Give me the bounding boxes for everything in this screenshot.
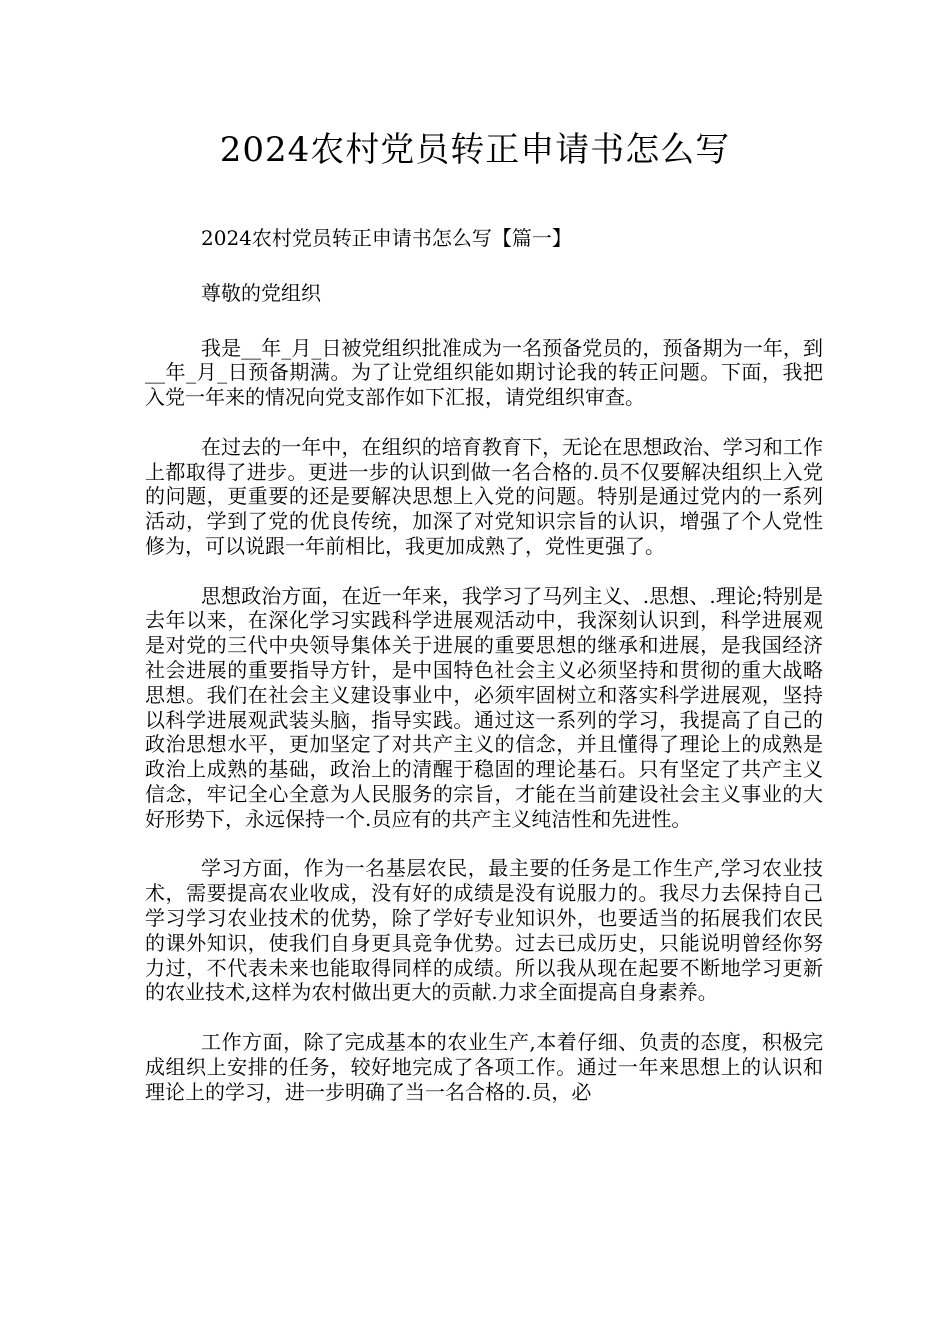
salutation: 尊敬的党组织 (201, 280, 321, 305)
document-title: 2024农村党员转正申请书怎么写 (219, 130, 731, 170)
body-paragraph: 在过去的一年中，在组织的培育教育下，无论在思想政治、学习和工作上都取得了进步。更进一步的认识到做一名合格的.员不仅要解决组织上入党的问题，更重要的还是要解决思想上入党的问题。特别是通过党内的一系列活动，学到了党的优良传统，加深了对党知识宗旨的认识，增强了个人党性修为，可以说跟一年前相比，我更加成熟了，党性更强了。 (145, 434, 823, 558)
body-paragraph: 思想政治方面，在近一年来，我学习了马列主义、.思想、.理论;特别是去年以来，在深化学习实践科学进展观活动中，我深刻认识到，科学进展观是对党的三代中央领导集体关于进展的重要思想的继承和进展，是我国经济社会进展的重要指导方针，是中国特色社会主义必须坚持和贯彻的重大战略思想。我们在社会主义建设事业中，必须牢固树立和落实科学进展观，坚持以科学进展观武装头脑，指导实践。通过这一系列的学习，我提高了自己的政治思想水平，更加坚定了对共产主义的信念，并且懂得了理论上的成熟是政治上成熟的基础，政治上的清醒于稳固的理论基石。只有坚定了共产主义信念，牢记全心全意为人民服务的宗旨，才能在当前建设社会主义事业的大好形势下，永远保持一个.员应有的共产主义纯洁性和先进性。 (145, 583, 823, 831)
body-paragraph: 学习方面，作为一名基层农民，最主要的任务是工作生产,学习农业技术，需要提高农业收成，没有好的成绩是没有说服力的。我尽力去保持自己学习学习农业技术的优势，除了学好专业知识外，也要适当的拓展我们农民的课外知识，使我们自身更具竞争优势。过去已成历史，只能说明曾经你努力过，不代表未来也能取得同样的成绩。所以我从现在起要不断地学习更新的农业技术,这样为农村做出更大的贡献.力求全面提高自身素养。 (145, 856, 823, 1005)
body-paragraph: 我是__年_月_日被党组织批准成为一名预备党员的，预备期为一年，到__年_月_日预备期满。为了让党组织能如期讨论我的转正问题。下面，我把入党一年来的情况向党支部作如下汇报，请党组织审查。 (145, 335, 823, 410)
body-paragraph: 工作方面，除了完成基本的农业生产,本着仔细、负责的态度，积极完成组织上安排的任务，较好地完成了各项工作。通过一年来思想上的认识和理论上的学习，进一步明确了当一名合格的.员，必 (145, 1029, 823, 1104)
document-body (145, 226, 823, 1129)
section-heading: 2024农村党员转正申请书怎么写【篇一】 (201, 226, 572, 250)
